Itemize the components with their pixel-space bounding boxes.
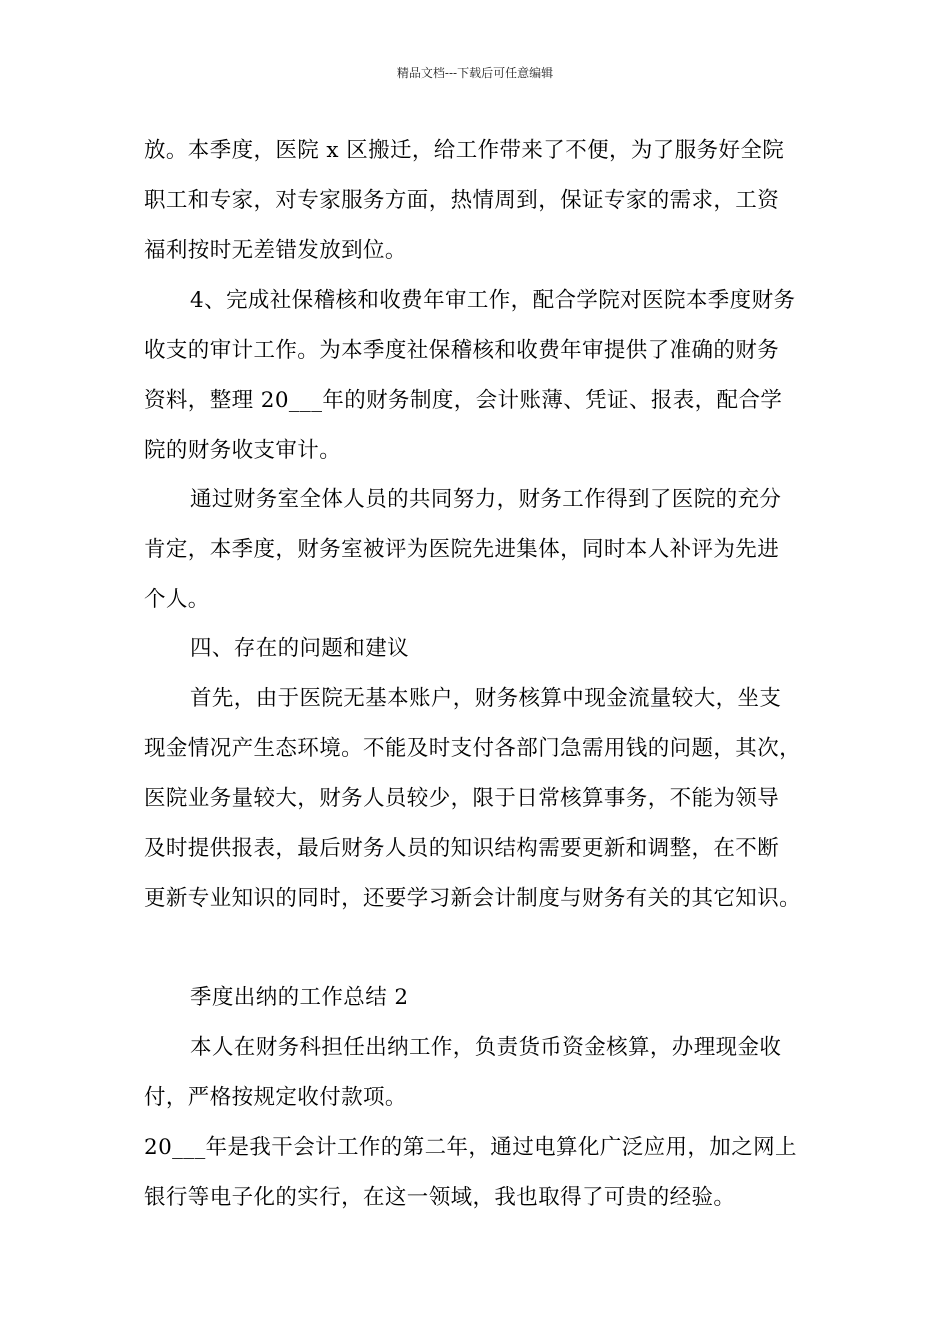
- paragraph-line: 放。本季度，医院 x 区搬迁，给工作带来了不便，为了服务好全院: [144, 138, 785, 163]
- paragraph-line: 收支的审计工作。为本季度社保稽核和收费年审提供了准确的财务: [144, 338, 780, 363]
- paragraph-line: 福利按时无差错发放到位。: [144, 238, 407, 263]
- paragraph-line: 付，严格按规定收付款项。: [144, 1085, 407, 1110]
- paragraph-line: 资料，整理 20___年的财务制度，会计账薄、凭证、报表，配合学: [144, 388, 783, 413]
- paragraph-line: 本人在财务科担任出纳工作，负责货币资金核算，办理现金收: [190, 1035, 782, 1060]
- paragraph-line: 院的财务收支审计。: [144, 438, 342, 463]
- section-title: 季度出纳的工作总结 2: [190, 985, 409, 1010]
- paragraph-line: 银行等电子化的实行，在这一领域，我也取得了可贵的经验。: [144, 1185, 736, 1210]
- paragraph-line: 通过财务室全体人员的共同努力，财务工作得到了医院的充分: [190, 487, 782, 512]
- paragraph-line: 更新专业知识的同时，还要学习新会计制度与财务有关的其它知识。: [144, 886, 802, 911]
- paragraph-line: 个人。: [144, 587, 210, 612]
- paragraph-line: 首先，由于医院无基本账户，财务核算中现金流量较大，坐支: [190, 686, 782, 711]
- paragraph-line: 20___年是我干会计工作的第二年，通过电算化广泛应用，加之网上: [144, 1135, 797, 1160]
- paragraph-line: 4、完成社保稽核和收费年审工作，配合学院对医院本季度财务: [190, 288, 796, 313]
- paragraph-line: 现金情况产生态环境。不能及时支付各部门急需用钱的问题，其次，: [144, 736, 802, 761]
- section-heading: 四、存在的问题和建议: [190, 636, 410, 661]
- paragraph-line: 医院业务量较大，财务人员较少，限于日常核算事务，不能为领导: [144, 786, 780, 811]
- paragraph-line: 职工和专家，对专家服务方面，热情周到，保证专家的需求，工资: [144, 188, 780, 213]
- paragraph-line: 肯定，本季度，财务室被评为医院先进集体，同时本人补评为先进: [144, 537, 780, 562]
- paragraph-line: 及时提供报表，最后财务人员的知识结构需要更新和调整，在不断: [144, 836, 780, 861]
- page-header: 精品文档---下载后可任意编辑: [396, 66, 554, 80]
